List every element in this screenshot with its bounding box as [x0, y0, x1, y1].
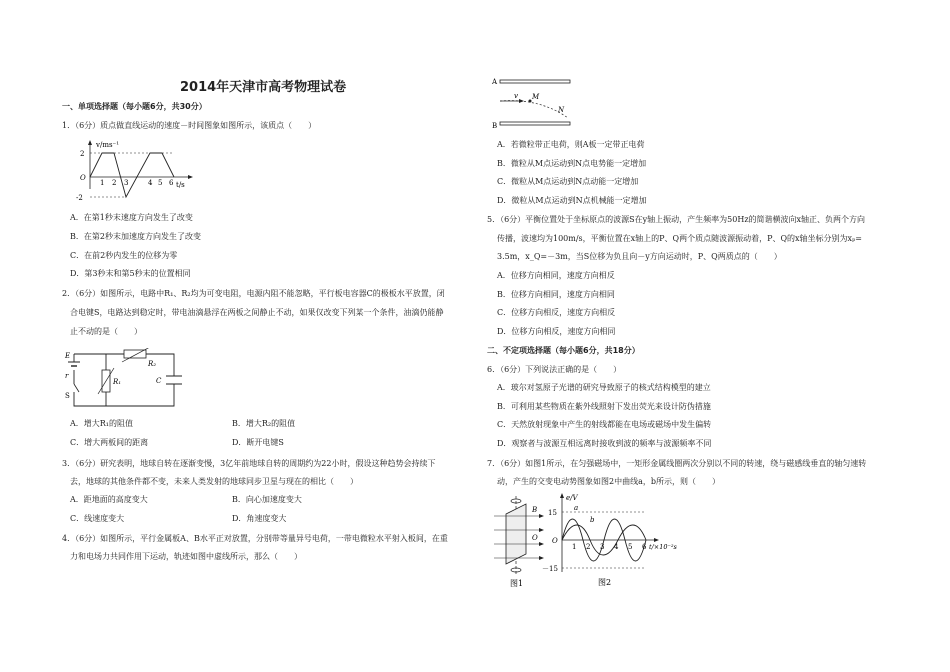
q7-fig2-xtick-3: 3 [600, 543, 605, 551]
q5-line3: 3.5m，x_Q=－3m，当S位移为负且向－y方向运动时，P、Q两质点的（ ） [497, 252, 782, 261]
q7-fig1-label-b: B [532, 506, 538, 514]
q1-xtick-4: 4 [148, 179, 153, 187]
q2-option-c: C．增大两板间的距离 [70, 438, 149, 447]
q5-option-d: D．位移方向相反，速度方向相同 [497, 327, 616, 336]
q2-label-r2: R₂ [148, 360, 157, 368]
q4-label-b: B [492, 122, 498, 130]
q5-line2: 传播，波速均为100m/s，平衡位置在x轴上的P、Q两个质点随波源振动着，P、Q的x轴坐标分别为xₚ= [497, 234, 862, 243]
q1-xtick-5: 5 [158, 179, 163, 187]
q5-option-a: A．位移方向相同，速度方向相反 [497, 271, 615, 280]
q1-option-c: C．在前2秒内发生的位移为零 [70, 251, 178, 260]
q1-xtick-1: 1 [100, 179, 105, 187]
q7-fig2-label-a: a [574, 504, 579, 512]
q7-fig1-caption: 图1 [510, 579, 524, 588]
q7-fig2-xtick-2: 2 [586, 543, 591, 551]
q3-option-c: C．线速度变大 [70, 514, 125, 523]
page-title: 2014年天津市高考物理试卷 [180, 80, 347, 95]
q4-label-a: A [492, 78, 498, 86]
section2-heading: 二、不定项选择题（每小题6分，共18分） [487, 346, 640, 355]
q7-fig2-caption: 图2 [598, 578, 612, 587]
q4-option-a: A．若微粒带正电荷，则A板一定带正电荷 [497, 140, 645, 149]
q4-plates-figure [490, 74, 590, 132]
q1-xtick-2: 2 [112, 179, 117, 187]
q3-line1: 3．（6分）研究表明，地球自转在逐渐变慢，3亿年前地球自转的周期约为22小时，假设这种趋势会持续下 [62, 459, 436, 468]
q7-fig2-y-bottom: －15 [542, 565, 558, 573]
q2-label-e: E [65, 352, 71, 360]
q7-fig2-xlabel: t/×10⁻²s [649, 543, 677, 551]
section1-heading: 一、单项选择题（每小题6分，共30分） [62, 102, 207, 111]
q2-circuit-diagram [64, 348, 184, 410]
q4-option-d: D．微粒从M点运动到N点机械能一定增加 [497, 196, 647, 205]
q2-label-r: r [65, 372, 69, 380]
q7-fig2-xtick-6: 6 [642, 543, 647, 551]
q1-option-a: A．在第1秒末速度方向发生了改变 [70, 213, 193, 222]
q1-option-d: D．第3秒末和第5秒末的位置相同 [70, 269, 191, 278]
q4-line1: 4．（6分）如图所示，平行金属板A、B水平正对放置，分别带等量异号电荷，一带电微粒水平射入板间，在重 [62, 534, 448, 543]
q5-option-b: B．位移方向相同，速度方向相同 [497, 290, 615, 299]
q7-fig2-xtick-4: 4 [614, 543, 619, 551]
q2-line2: 合电键S，电路达到稳定时，带电油滴悬浮在两板之间静止不动，如果仅改变下列某一个条件，油滴仍能静 [70, 308, 444, 317]
q7-line1: 7．（6分）如图1所示，在匀强磁场中，一矩形金属线圈两次分别以不同的转速，绕与磁感线垂直的轴匀速转 [487, 459, 867, 468]
q2-option-d: D．断开电键S [232, 438, 284, 447]
q4-label-v: v [514, 92, 518, 100]
q5-option-c: C．位移方向相反，速度方向相反 [497, 308, 616, 317]
q1-option-b: B．在第2秒末加速度方向发生了改变 [70, 232, 201, 241]
q6-option-c: C．天然放射现象中产生的射线都能在电场或磁场中发生偏转 [497, 420, 712, 429]
q4-line2: 力和电场力共同作用下运动，轨迹如图中虚线所示，那么（ ） [70, 552, 302, 561]
q7-fig2-origin: O [552, 537, 558, 545]
q6-stem: 6．（6分）下列说法正确的是（ ） [487, 365, 622, 374]
q1-stem: 1．（6分）质点做直线运动的速度－时间图象如图所示，该质点（ ） [62, 121, 317, 130]
q6-option-a: A．玻尔对氢原子光谱的研究导致原子的核式结构模型的建立 [497, 383, 711, 392]
q2-label-r1: R₁ [113, 378, 122, 386]
q1-ylabel: v/ms⁻¹ [96, 141, 120, 149]
q6-option-d: D．观察者与波源互相远离时接收到波的频率与波源频率不同 [497, 439, 712, 448]
q1-vt-graph [66, 137, 196, 207]
q7-fig2-xtick-1: 1 [572, 543, 577, 551]
q1-origin: O [80, 174, 86, 182]
q3-option-d: D．角速度变大 [232, 514, 287, 523]
q6-option-b: B．可利用某些物质在紫外线照射下发出荧光来设计防伪措施 [497, 402, 711, 411]
q1-xtick-6: 6 [169, 179, 174, 187]
q7-fig1-label-o: O [532, 534, 538, 542]
q7-fig2-xtick-5: 5 [628, 543, 633, 551]
q7-fig2-label-b: b [590, 516, 595, 524]
q1-xlabel: t/s [176, 181, 185, 189]
q4-option-b: B．微粒从M点运动到N点电势能一定增加 [497, 159, 647, 168]
q5-line1: 5．（6分）平衡位置处于坐标原点的波源S在y轴上振动，产生频率为50Hz的简谐横波向x轴正、负两个方向 [487, 215, 866, 224]
q7-fig2-y-top: 15 [548, 509, 557, 517]
q3-line2: 去，地球的其他条件都不变，未来人类发射的地球同步卫星与现在的相比（ ） [70, 477, 358, 486]
q2-label-c: C [156, 377, 162, 385]
q4-option-c: C．微粒从M点运动到N点动能一定增加 [497, 177, 639, 186]
q7-line2: 动，产生的交变电动势图象如图2中曲线a，b所示，则（ ） [497, 477, 720, 486]
q7-fig2-ylabel: e/V [566, 494, 578, 502]
q1-y-bottom: -2 [76, 194, 83, 202]
q4-label-m: M [532, 93, 540, 101]
q3-option-a: A．距地面的高度变大 [70, 495, 148, 504]
q3-option-b: B．向心加速度变大 [232, 495, 302, 504]
q2-line1: 2．（6分）如图所示，电路中R₁、R₂均为可变电阻，电源内阻不能忽略，平行板电容器C的极板水平放置，闭 [62, 289, 445, 298]
q4-label-n: N [558, 106, 565, 114]
q2-label-s: S [65, 392, 70, 400]
q2-line3: 止不动的是（ ） [70, 327, 142, 336]
q2-option-b: B．增大R₂的阻值 [232, 419, 296, 428]
q1-xtick-3: 3 [124, 179, 129, 187]
q2-option-a: A．增大R₁的阻值 [70, 419, 134, 428]
q7-figure2-emf-graph [538, 490, 688, 588]
q1-y-top: 2 [80, 150, 85, 158]
